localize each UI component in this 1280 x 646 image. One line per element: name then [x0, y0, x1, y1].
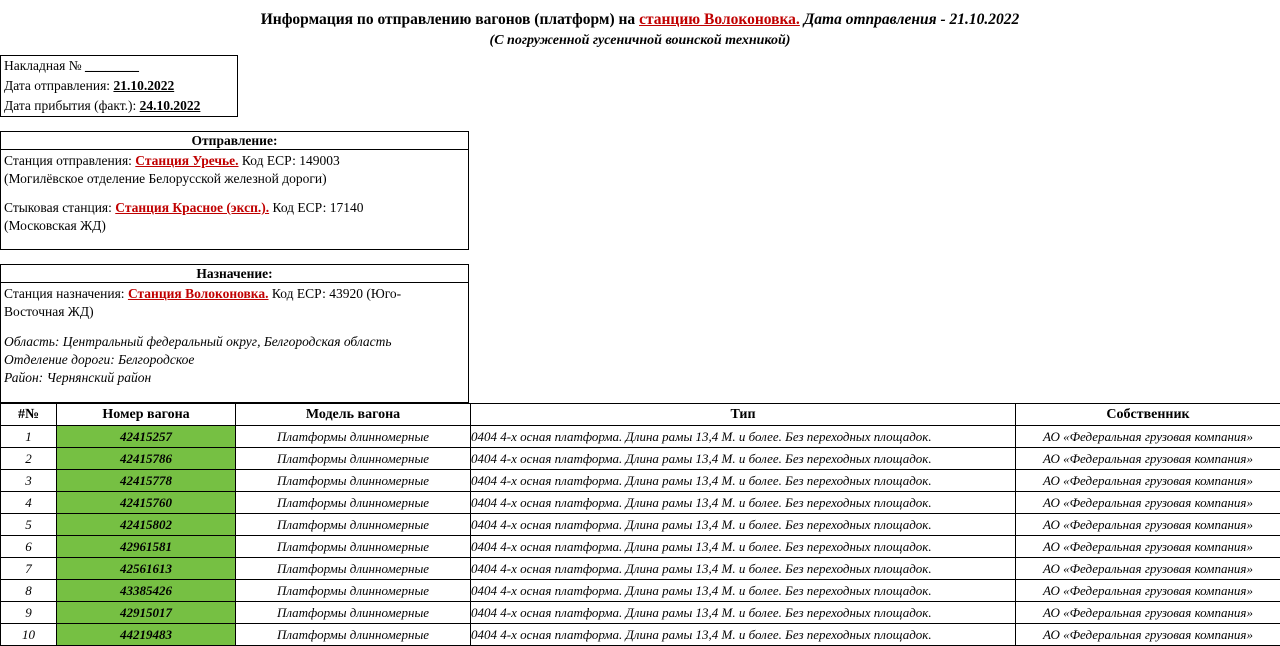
cell-wagon-model: Платформы длинномерные: [236, 448, 471, 470]
cell-type: 0404 4-х осная платформа. Длина рамы 13,4 М. и более. Без переходных площадок.: [471, 492, 1016, 514]
title-station-link: станцию Волоконовка.: [639, 11, 800, 28]
waybill-arrive-date-value: 24.10.2022: [140, 98, 201, 113]
destination-station-label: Станция назначения:: [4, 286, 128, 301]
departure-header: Отправление:: [1, 132, 468, 150]
column-header-type: Тип: [471, 404, 1016, 426]
cell-index: 6: [1, 536, 57, 558]
cell-owner: АО «Федеральная грузовая компания»: [1016, 448, 1280, 470]
departure-station-note: (Могилёвское отделение Белорусской железной дороги): [4, 170, 465, 188]
cell-owner: АО «Федеральная грузовая компания»: [1016, 580, 1280, 602]
waybill-send-date-line: [4, 76, 234, 96]
departure-station-line: [4, 152, 465, 170]
cell-index: 9: [1, 602, 57, 624]
cell-owner: АО «Федеральная грузовая компания»: [1016, 536, 1280, 558]
table-row: [1, 514, 1280, 536]
cell-owner: АО «Федеральная грузовая компания»: [1016, 426, 1280, 448]
cell-wagon-number: 42415778: [57, 470, 236, 492]
cell-wagon-number: 43385426: [57, 580, 236, 602]
wagons-table-body: [1, 426, 1280, 646]
cell-wagon-number: 42561613: [57, 558, 236, 580]
table-row: [1, 580, 1280, 602]
cell-type: 0404 4-х осная платформа. Длина рамы 13,4 М. и более. Без переходных площадок.: [471, 536, 1016, 558]
waybill-body: [1, 56, 237, 116]
destination-district-label: Район:: [4, 370, 47, 385]
title-text-part-a: Информация по отправлению вагонов (платформ) на: [261, 11, 639, 28]
cell-type: 0404 4-х осная платформа. Длина рамы 13,4 М. и более. Без переходных площадок.: [471, 426, 1016, 448]
cell-index: 7: [1, 558, 57, 580]
waybill-box: [0, 55, 238, 117]
junction-station-code: Код ЕСР: 17140: [269, 200, 363, 215]
cell-owner: АО «Федеральная грузовая компания»: [1016, 492, 1280, 514]
table-row: [1, 624, 1280, 646]
cell-wagon-number: 42915017: [57, 602, 236, 624]
destination-station-line: [4, 285, 465, 303]
cell-type: 0404 4-х осная платформа. Длина рамы 13,4 М. и более. Без переходных площадок.: [471, 558, 1016, 580]
cell-type: 0404 4-х осная платформа. Длина рамы 13,4 М. и более. Без переходных площадок.: [471, 448, 1016, 470]
cell-owner: АО «Федеральная грузовая компания»: [1016, 470, 1280, 492]
junction-station-line: [4, 199, 465, 217]
destination-region-block: [4, 333, 465, 387]
cell-wagon-model: Платформы длинномерные: [236, 426, 471, 448]
cell-owner: АО «Федеральная грузовая компания»: [1016, 602, 1280, 624]
destination-station-code: Код ЕСР: 43920 (Юго-: [269, 286, 402, 301]
destination-station-name: Станция Волоконовка.: [128, 286, 269, 301]
cell-owner: АО «Федеральная грузовая компания»: [1016, 514, 1280, 536]
cell-wagon-number: 44219483: [57, 624, 236, 646]
cell-wagon-model: Платформы длинномерные: [236, 558, 471, 580]
title-date-part: Дата отправления - 21.10.2022: [800, 11, 1019, 28]
waybill-number-line: [4, 56, 234, 76]
cell-index: 1: [1, 426, 57, 448]
destination-region-value: Центральный федеральный округ, Белгородская область: [63, 334, 392, 349]
cell-type: 0404 4-х осная платформа. Длина рамы 13,4 М. и более. Без переходных площадок.: [471, 514, 1016, 536]
cell-wagon-number: 42415802: [57, 514, 236, 536]
waybill-send-date-label: Дата отправления:: [4, 78, 113, 93]
destination-branch-label: Отделение дороги:: [4, 352, 118, 367]
waybill-arrive-date-line: [4, 96, 234, 116]
departure-body: [1, 150, 468, 236]
cell-wagon-model: Платформы длинномерные: [236, 624, 471, 646]
destination-branch-value: Белгородское: [118, 352, 194, 367]
cell-wagon-model: Платформы длинномерные: [236, 536, 471, 558]
cell-index: 8: [1, 580, 57, 602]
title-line-primary: [0, 10, 1280, 30]
cell-wagon-model: Платформы длинномерные: [236, 514, 471, 536]
cell-wagon-model: Платформы длинномерные: [236, 470, 471, 492]
table-row: [1, 492, 1280, 514]
table-row: [1, 536, 1280, 558]
cell-index: 5: [1, 514, 57, 536]
waybill-number-value: ________: [85, 58, 139, 73]
waybill-send-date-value: 21.10.2022: [113, 78, 174, 93]
table-row: [1, 426, 1280, 448]
title-line-subtitle: (С погруженной гусеничной воинской техникой): [0, 31, 1280, 51]
cell-type: 0404 4-х осная платформа. Длина рамы 13,4 М. и более. Без переходных площадок.: [471, 602, 1016, 624]
waybill-arrive-date-label: Дата прибытия (факт.):: [4, 98, 140, 113]
cell-wagon-model: Платформы длинномерные: [236, 580, 471, 602]
destination-region-line: [4, 333, 465, 351]
table-header-row: [1, 404, 1280, 426]
destination-region-label: Область:: [4, 334, 63, 349]
table-row: [1, 448, 1280, 470]
column-header-owner: Собственник: [1016, 404, 1280, 426]
destination-station-code-cont: Восточная ЖД): [4, 303, 465, 321]
departure-station-name: Станция Уречье.: [135, 153, 238, 168]
cell-type: 0404 4-х осная платформа. Длина рамы 13,4 М. и более. Без переходных площадок.: [471, 624, 1016, 646]
destination-district-line: [4, 369, 465, 387]
cell-wagon-model: Платформы длинномерные: [236, 602, 471, 624]
junction-station-label: Стыковая станция:: [4, 200, 115, 215]
cell-wagon-number: 42961581: [57, 536, 236, 558]
cell-owner: АО «Федеральная грузовая компания»: [1016, 624, 1280, 646]
destination-body: [1, 283, 468, 389]
departure-station-code: Код ЕСР: 149003: [239, 153, 340, 168]
departure-spacer: [4, 187, 465, 199]
cell-wagon-number: 42415257: [57, 426, 236, 448]
cell-wagon-number: 42415760: [57, 492, 236, 514]
cell-type: 0404 4-х осная платформа. Длина рамы 13,4 М. и более. Без переходных площадок.: [471, 580, 1016, 602]
table-row: [1, 558, 1280, 580]
wagons-table: [0, 403, 1280, 646]
cell-index: 10: [1, 624, 57, 646]
cell-wagon-model: Платформы длинномерные: [236, 492, 471, 514]
destination-district-value: Чернянский район: [47, 370, 152, 385]
waybill-number-label: Накладная №: [4, 58, 85, 73]
table-row: [1, 470, 1280, 492]
departure-box: [0, 131, 469, 250]
cell-wagon-number: 42415786: [57, 448, 236, 470]
junction-station-name: Станция Красное (эксп.).: [115, 200, 269, 215]
destination-header: Назначение:: [1, 265, 468, 283]
cell-index: 2: [1, 448, 57, 470]
destination-box: [0, 264, 469, 403]
column-header-wagon-number: Номер вагона: [57, 404, 236, 426]
column-header-wagon-model: Модель вагона: [236, 404, 471, 426]
page-title: [0, 0, 1280, 51]
junction-station-note: (Московская ЖД): [4, 217, 465, 235]
cell-owner: АО «Федеральная грузовая компания»: [1016, 558, 1280, 580]
departure-station-label: Станция отправления:: [4, 153, 135, 168]
cell-type: 0404 4-х осная платформа. Длина рамы 13,4 М. и более. Без переходных площадок.: [471, 470, 1016, 492]
cell-index: 3: [1, 470, 57, 492]
cell-index: 4: [1, 492, 57, 514]
destination-branch-line: [4, 351, 465, 369]
table-row: [1, 602, 1280, 624]
column-header-index: #№: [1, 404, 57, 426]
